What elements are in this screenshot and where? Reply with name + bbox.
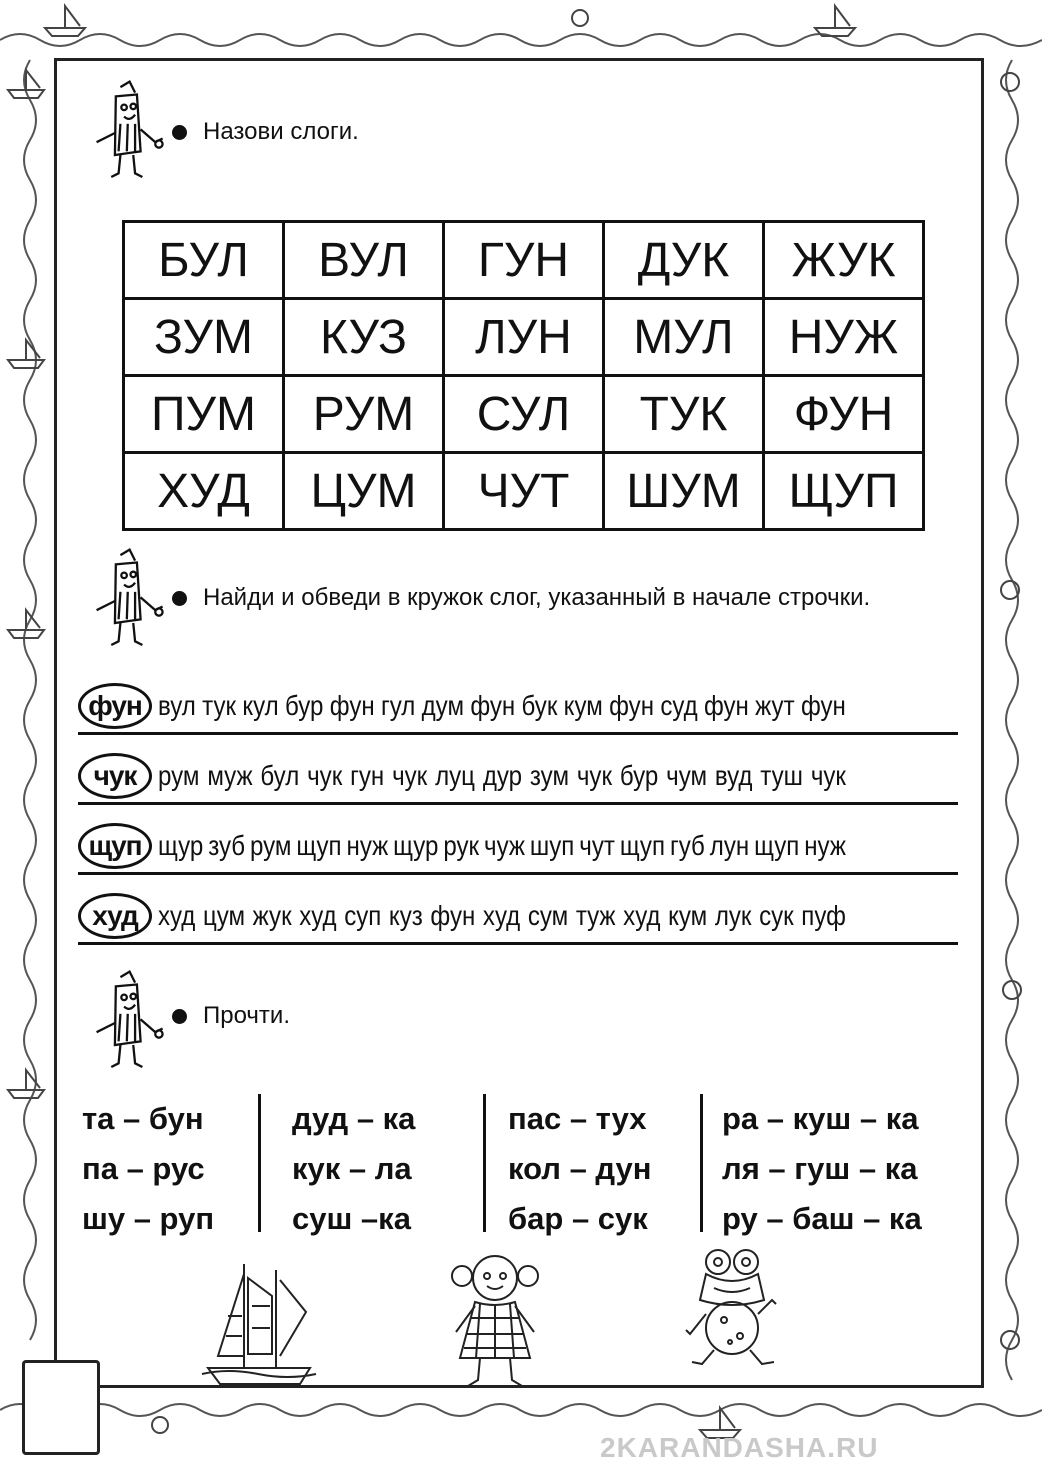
row-word[interactable]: щуп bbox=[754, 830, 800, 861]
row-word[interactable]: рук bbox=[443, 830, 480, 861]
row-word[interactable]: гул bbox=[380, 690, 416, 721]
row-word[interactable]: фун bbox=[800, 690, 846, 721]
reading-column bbox=[292, 1094, 415, 1244]
row-word[interactable]: бур bbox=[285, 690, 324, 721]
task2-instruction-text: Найди и обведи в кружок слог, указанный в начале строчки. bbox=[203, 584, 871, 611]
row-word[interactable]: фун bbox=[703, 690, 749, 721]
row-word[interactable]: рум bbox=[158, 760, 200, 791]
reading-word: дуд – ка bbox=[292, 1101, 416, 1136]
task3-instruction bbox=[172, 1002, 290, 1030]
row-target-circle: худ bbox=[78, 893, 152, 939]
row-target-circle: чук bbox=[78, 753, 152, 799]
row-word[interactable]: кум bbox=[563, 690, 603, 721]
row-words bbox=[158, 760, 846, 792]
find-row bbox=[78, 890, 958, 945]
row-word[interactable]: худ bbox=[482, 900, 521, 931]
row-target-circle: щуп bbox=[78, 823, 152, 869]
row-word[interactable]: зуб bbox=[208, 830, 246, 861]
row-word[interactable]: бук bbox=[521, 690, 558, 721]
row-word[interactable]: туж bbox=[575, 900, 616, 931]
row-word[interactable]: худ bbox=[623, 900, 661, 931]
row-word[interactable]: худ bbox=[299, 900, 337, 931]
row-word[interactable]: вул bbox=[158, 690, 196, 721]
row-word[interactable]: чук bbox=[576, 760, 612, 791]
row-word[interactable]: суп bbox=[344, 900, 382, 931]
reading-column bbox=[508, 1094, 651, 1244]
table-cell: ЗУМ bbox=[124, 299, 284, 376]
row-word[interactable]: пуф bbox=[801, 900, 846, 931]
reading-word: та – бун bbox=[82, 1101, 204, 1136]
row-word[interactable]: суд bbox=[660, 690, 698, 721]
table-cell: НУЖ bbox=[764, 299, 924, 376]
reading-word: ра – куш – ка bbox=[722, 1101, 919, 1136]
table-cell: ФУН bbox=[764, 376, 924, 453]
pencil-mascot-icon bbox=[80, 546, 170, 656]
table-cell: МУЛ bbox=[604, 299, 764, 376]
table-cell: ПУМ bbox=[124, 376, 284, 453]
row-word[interactable]: муж bbox=[207, 760, 253, 791]
row-word[interactable]: щур bbox=[158, 830, 204, 861]
row-word[interactable]: тук bbox=[202, 690, 237, 721]
reading-word: бар – сук bbox=[508, 1201, 648, 1236]
find-row bbox=[78, 680, 958, 735]
row-word[interactable]: чук bbox=[392, 760, 428, 791]
bullet-icon bbox=[172, 125, 187, 140]
row-word[interactable]: чум bbox=[666, 760, 708, 791]
task1-instruction-text: Назови слоги. bbox=[203, 118, 359, 145]
row-word[interactable]: сук bbox=[759, 900, 794, 931]
page-corner-tab bbox=[22, 1360, 100, 1455]
reading-column bbox=[82, 1094, 214, 1244]
row-word[interactable]: кул bbox=[242, 690, 279, 721]
column-divider bbox=[483, 1094, 486, 1232]
task1-instruction bbox=[172, 118, 359, 146]
reading-word: ру – баш – ка bbox=[722, 1201, 922, 1236]
row-word[interactable]: фун bbox=[470, 690, 516, 721]
pencil-mascot-icon bbox=[80, 78, 170, 188]
row-word[interactable]: фун bbox=[609, 690, 655, 721]
row-word[interactable]: лун bbox=[709, 830, 750, 861]
row-word[interactable]: нуж bbox=[346, 830, 389, 861]
sailboat-icon bbox=[198, 1256, 320, 1394]
row-word[interactable]: фун bbox=[329, 690, 375, 721]
row-word[interactable]: сум bbox=[527, 900, 569, 931]
row-word[interactable]: фун bbox=[430, 900, 476, 931]
row-word[interactable]: дур bbox=[482, 760, 523, 791]
row-words bbox=[158, 830, 846, 862]
row-word[interactable]: дум bbox=[421, 690, 465, 721]
row-word[interactable]: жут bbox=[755, 690, 795, 721]
row-words bbox=[158, 690, 846, 722]
table-cell: ЦУМ bbox=[284, 453, 444, 530]
row-word[interactable]: бур bbox=[619, 760, 659, 791]
bullet-icon bbox=[172, 591, 187, 606]
table-row bbox=[124, 222, 924, 299]
doll-icon bbox=[440, 1246, 550, 1396]
row-word[interactable]: рум bbox=[250, 830, 292, 861]
row-word[interactable]: кум bbox=[668, 900, 708, 931]
column-divider bbox=[700, 1094, 703, 1232]
row-word[interactable]: лук bbox=[714, 900, 752, 931]
watermark: 2KARANDASHA.RU bbox=[600, 1432, 879, 1463]
table-cell: ВУЛ bbox=[284, 222, 444, 299]
table-row bbox=[124, 453, 924, 530]
table-row bbox=[124, 299, 924, 376]
table-cell: ЧУТ bbox=[444, 453, 604, 530]
row-word[interactable]: куз bbox=[388, 900, 423, 931]
reading-word: кук – ла bbox=[292, 1151, 412, 1186]
table-cell: ЩУП bbox=[764, 453, 924, 530]
row-word[interactable]: нуж bbox=[804, 830, 846, 861]
reading-column bbox=[722, 1094, 922, 1244]
row-word[interactable]: щуп bbox=[296, 830, 342, 861]
row-word[interactable]: чут bbox=[579, 830, 615, 861]
bullet-icon bbox=[172, 1009, 187, 1024]
reading-word: кол – дун bbox=[508, 1151, 652, 1186]
row-words bbox=[158, 900, 846, 932]
reading-word: па – рус bbox=[82, 1151, 205, 1186]
frog-icon bbox=[684, 1244, 780, 1372]
row-word[interactable]: бул bbox=[260, 760, 300, 791]
table-cell: ХУД bbox=[124, 453, 284, 530]
row-word[interactable]: вуд bbox=[714, 760, 753, 791]
row-word[interactable]: гун bbox=[350, 760, 385, 791]
row-word[interactable]: чуж bbox=[484, 830, 525, 861]
row-word[interactable]: жук bbox=[252, 900, 292, 931]
row-word[interactable]: чук bbox=[307, 760, 343, 791]
table-cell: ШУМ bbox=[604, 453, 764, 530]
row-word[interactable]: шуп bbox=[529, 830, 575, 861]
syllable-table bbox=[122, 220, 925, 531]
row-word[interactable]: губ bbox=[669, 830, 705, 861]
row-word[interactable]: щуп bbox=[619, 830, 666, 861]
pencil-mascot-icon bbox=[80, 968, 170, 1078]
row-target-circle: фун bbox=[78, 683, 152, 729]
reading-word: шу – руп bbox=[82, 1201, 215, 1236]
row-word[interactable]: туш bbox=[760, 760, 803, 791]
table-cell: ЛУН bbox=[444, 299, 604, 376]
reading-word: ля – гуш – ка bbox=[722, 1151, 918, 1186]
row-word[interactable]: худ bbox=[158, 900, 196, 931]
find-row bbox=[78, 820, 958, 875]
task2-instruction bbox=[172, 584, 870, 612]
row-word[interactable]: чук bbox=[810, 760, 846, 791]
table-cell: ТУК bbox=[604, 376, 764, 453]
reading-word: пас – тух bbox=[508, 1101, 647, 1136]
column-divider bbox=[258, 1094, 261, 1232]
table-cell: ЖУК bbox=[764, 222, 924, 299]
table-cell: КУЗ bbox=[284, 299, 444, 376]
table-cell: РУМ bbox=[284, 376, 444, 453]
row-word[interactable]: луц bbox=[435, 760, 475, 791]
table-cell: БУЛ bbox=[124, 222, 284, 299]
row-word[interactable]: щур bbox=[393, 830, 439, 861]
row-word[interactable]: зум bbox=[529, 760, 570, 791]
table-cell: ГУН bbox=[444, 222, 604, 299]
table-cell: СУЛ bbox=[444, 376, 604, 453]
table-row bbox=[124, 376, 924, 453]
reading-word: суш –ка bbox=[292, 1201, 411, 1236]
table-cell: ДУК bbox=[604, 222, 764, 299]
task3-instruction-text: Прочти. bbox=[203, 1002, 290, 1029]
row-word[interactable]: цум bbox=[202, 900, 246, 931]
find-row bbox=[78, 750, 958, 805]
